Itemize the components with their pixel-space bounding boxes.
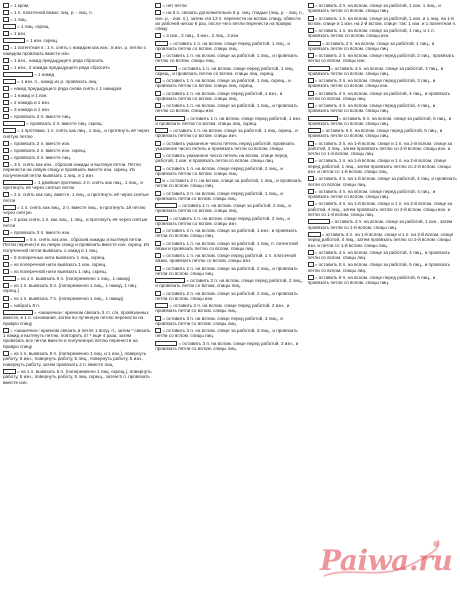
legend-entry — [155, 153, 304, 164]
legend-entry-text: = оставить 1 п. на вспом. спице перед работой, 2 лиц., и провязать петлю со вспом. спицы изн. — [155, 215, 290, 226]
legend-entry-text: = оставить 4 п. на 1-й вспом. спице за работой, 4 лиц. и провязать петли со вспом. спицы лиц. — [307, 176, 457, 187]
legend-entry-text: = 1 двойная протяжка: 2 п. снять как лиц., 1 лиц., и протянуть её через снятые петли — [3, 179, 143, 191]
chart-symbol-icon — [3, 192, 9, 197]
legend-entry — [308, 41, 457, 52]
chart-symbol-icon — [308, 78, 314, 83]
legend-entry-text: = оставить 4 п. на вспом. спице перед работой, 4 лиц., и провязать петли со вспом. спицы лиц. — [307, 188, 436, 200]
legend-entry-text: = оставить указанное число петель на вспом. спице перед работой, 1 изн. и провязать петли со вспом. спицы лиц. — [155, 153, 288, 164]
legend-entry — [3, 262, 152, 267]
legend-entry — [155, 116, 304, 127]
legend-entry-text: = 1 накид и 1 изн. — [10, 93, 48, 99]
chart-symbol-icon — [3, 162, 9, 167]
legend-entry-text: = провязать 2 п. вместе изн. скрещ. — [10, 147, 87, 153]
chart-symbol-icon — [155, 166, 161, 171]
legend-entry — [308, 189, 457, 200]
legend-entry — [308, 232, 457, 248]
legend-entry-text: = 2 п. снять как лиц. вместе, 1 лиц., и протянуть её через снятые петли — [3, 192, 149, 203]
chart-symbol-icon — [3, 121, 25, 126]
legend-entry — [155, 328, 304, 339]
legend-entry-text: = набрать 8 п. — [10, 302, 41, 308]
legend-entry — [3, 24, 152, 29]
chart-symbol-icon — [3, 79, 16, 84]
legend-entry — [3, 283, 152, 294]
legend-entry — [155, 141, 304, 152]
chart-symbol-icon — [308, 66, 330, 71]
legend-entry — [3, 296, 152, 301]
legend-entry — [3, 269, 152, 274]
legend-entry-text: = оставить 4 п. на вспом. спице за работой, 4 лиц., и провязать петли со вспом. спицы лиц. — [307, 90, 451, 101]
legend-entry-text: = 5 поперечных нити вывязать 1 лиц. скрещ. — [10, 254, 106, 260]
legend-entry-text: = оставить 4 п. на 1-й вспом. спице и 1 п. на 2-й вспом. спице за работой, 4 лиц., затем провязать петлю со 2-й вспом. спицы изн. и петли со 1-й вспом. спицы лиц. — [307, 201, 453, 218]
legend-entry — [308, 158, 457, 174]
legend-entry — [3, 237, 152, 253]
chart-symbol-icon — [155, 341, 177, 346]
legend-entry-text: = оставить 2 п. на вспом. спице за работой, 1 изн., и провязать петли со вспом. спицы лиц. — [155, 228, 298, 239]
legend-entry — [155, 91, 304, 102]
legend-entry-text: = 1 лиц. скрещ. — [17, 24, 50, 30]
chart-symbol-icon — [3, 237, 25, 242]
chart-symbol-icon — [155, 53, 161, 58]
legend-entry-text: = оставить 3 п. на вспом. спице перед работой, 3 изн., и провязать петли со вспом. спицы лиц. — [155, 340, 299, 351]
legend-entry-text: = оставить 3 п. на вспом. спице за работой, 1 изн. 1 лиц., и провязать петли со вспом. спицы лиц. — [307, 3, 441, 14]
legend-entry-text: = из поперечной нити вывязать 1 изн. скрещ. — [10, 261, 107, 267]
legend-entry — [3, 65, 152, 70]
chart-symbol-icon — [155, 41, 168, 46]
legend-entry — [155, 33, 304, 38]
legend-entry — [3, 93, 152, 98]
chart-symbol-icon — [308, 3, 314, 8]
legend-entry-text: = оставить 5 п. на вспом. спице за работой, 5 лиц., и провязать петли со вспом. спицы лиц. — [307, 262, 451, 273]
legend-entry — [3, 276, 152, 281]
watermark-text: Paiwa.ru — [320, 544, 453, 577]
chart-symbol-icon — [3, 351, 9, 356]
chart-symbol-icon — [155, 116, 185, 121]
legend-entry-text: = провязать 2 п. вместе изн. — [10, 140, 71, 146]
legend-entry-text: = оставить 2 п. на вспом. спице перед работой, 2 лиц., провязать петли со вспом. спицы изн. — [307, 53, 455, 64]
chart-symbol-icon — [3, 65, 9, 70]
legend-entry-text: = оставить 3 п. на вспом. спице за работой, 3 лиц., и провязать петли со вспом. спицы лиц. — [307, 65, 444, 76]
chart-symbol-icon — [3, 303, 9, 308]
legend-entry — [308, 219, 457, 230]
legend-entry-text: = 1 изн. п., накид из р. провязать лиц. — [17, 78, 98, 84]
chart-symbol-icon — [3, 114, 9, 119]
chart-symbol-icon — [3, 269, 9, 274]
legend-entry-text: = оставить 1 п. на вспом. спице за работой, 1 лиц. и 1 п. провязать петлю со вспом. спицы изн. — [307, 28, 435, 39]
legend-entry — [3, 255, 152, 260]
legend-column-2 — [155, 3, 304, 594]
chart-symbol-icon — [308, 28, 314, 33]
legend-entry — [3, 310, 152, 326]
legend-entry-text: = оставить 1 п. на вспом. спице перед работой, 2 лиц., и провязать петлю со вспом. спицы лиц. — [155, 165, 283, 176]
legend-entry-text: = оставить 2 п. на вспом. спице за работой, 2 лиц., и провязать петли со вспом. спицы изн. — [155, 290, 298, 301]
chart-symbol-icon — [3, 17, 9, 22]
legend-entry — [308, 176, 457, 187]
chart-symbol-icon — [155, 66, 177, 71]
legend-entry — [308, 275, 457, 286]
legend-columns — [3, 3, 457, 594]
legend-entry-text: = оставить 3 п. на вспом. спице перед работой, 3 лиц., и провязать петли со вспом. спицы лиц. — [155, 315, 283, 326]
legend-entry-text: = оставить 2 п. на вспом. спице перед работой, 2 изн., и провязать петли со вспом. спицы лиц. — [155, 303, 290, 314]
chart-symbol-icon — [155, 141, 161, 146]
chart-symbol-icon — [3, 205, 16, 210]
legend-entry — [308, 201, 457, 217]
legend-entry-text: = из 1 п. вывязать 5 п. (попеременно 1 лиц., 1 накид) — [17, 275, 131, 281]
legend-entry — [308, 53, 457, 64]
legend-entry-text: = из 1 п. вывязать 5 п. (попеременно 1 лиц., 1 накид, 1 лиц. скрещ.) — [3, 283, 138, 294]
legend-entry-text: = 1 лиц. — [10, 17, 27, 23]
chart-symbol-icon — [308, 53, 314, 58]
legend-entry — [308, 128, 457, 139]
legend-entry-text: = 1 протяжка: 1 п. снять как лиц., 1 лиц., и протянуть её через снятую петлю — [3, 128, 150, 139]
chart-symbol-icon — [155, 291, 161, 296]
chart-symbol-icon — [155, 128, 168, 133]
legend-entry-text: = 3 изн., 2 лиц., 3 изн., 2 лиц., 3 изн. — [162, 33, 240, 39]
legend-entry — [308, 103, 457, 114]
chart-symbol-icon — [3, 31, 9, 36]
chart-symbol-icon — [155, 303, 168, 308]
chart-symbol-icon — [155, 328, 161, 333]
legend-entry — [3, 351, 152, 367]
legend-entry-text: = оставить 1 п. на вспом. спице перед работой, 1 изн., и провязать петлю со вспом. спицы лиц. — [155, 90, 283, 101]
legend-entry-text: = оставить 3 п. на вспом. спице за работой, 1 изн., затем провязать петли со 1-й вспом. спицы лиц. — [307, 219, 453, 230]
legend-entry — [3, 180, 152, 191]
legend-entry — [155, 103, 304, 114]
legend-entry-text: = оставить 1 п. на вспом. спице за работой, 1 лиц. скрещ., и провязать петлю со вспом. спицы лиц. скрещ. — [155, 78, 291, 89]
legend-entry-text: = 3 п. снять как изн., сбросив накиды и вытянув петли. Петли перенести на левую спицу и провязать вместе изн. скрещ. Из полученной петли вывязать 1 лиц. и 1 изн. — [3, 161, 141, 178]
legend-entry-text: = оставить 1 п. на вспом. спице за работой, 1 лиц., и провязать петлю со вспом. спицы изн. — [155, 103, 298, 114]
legend-entry-text: = оставить 1 п. на вспом. спице перед работой, 1 лиц., и провязать петлю со вспом. спицы лиц. — [155, 40, 290, 51]
legend-entry — [3, 148, 152, 153]
legend-entry — [3, 38, 152, 43]
legend-entry — [3, 86, 152, 91]
legend-entry — [3, 155, 152, 160]
legend-entry — [308, 116, 457, 127]
legend-entry — [155, 78, 304, 89]
chart-symbol-icon — [155, 91, 161, 96]
legend-entry — [3, 72, 152, 77]
legend-entry-text: = оставить 1 п. на вспом. спице за работой, 1 лиц., и провязать петлю со вспом. спицы лиц. — [155, 53, 298, 64]
legend-entry-text: = 1 патентная п.: 1 п. снять с накидом как изн.; в изн. р. петлю с накидом провязать вместе изн. — [3, 45, 147, 56]
legend-entry-text: = провязать 2 п. вместе лиц. — [10, 114, 72, 120]
legend-entry — [155, 66, 304, 77]
chart-symbol-icon — [3, 86, 9, 91]
chart-symbol-icon — [308, 128, 321, 133]
chart-symbol-icon — [155, 278, 185, 283]
legend-entry — [3, 369, 152, 385]
chart-symbol-icon — [3, 24, 16, 29]
chart-symbol-icon — [308, 116, 338, 121]
legend-entry-text: = 1 изн. — [10, 31, 27, 37]
chart-symbol-icon — [3, 128, 16, 133]
legend-entry — [155, 228, 304, 239]
chart-symbol-icon — [3, 107, 9, 112]
legend-entry-text: = оставить 1 п. на вспом. спице за работой, 2 лиц., и провязать петлю со вспом. спицы лиц. — [155, 203, 291, 214]
site-watermark — [318, 536, 453, 584]
legend-entry — [308, 250, 457, 261]
chart-symbol-icon — [3, 3, 9, 8]
legend-entry-text: = 1 п. платочной вязки: лиц. р. - лиц. п. — [10, 10, 93, 16]
chart-symbol-icon — [3, 276, 16, 281]
legend-entry — [3, 107, 152, 112]
legend-entry — [308, 16, 457, 27]
legend-entry — [155, 241, 304, 252]
legend-entry-text: = оставить 1 п. на вспом. спице за работой, 1 лиц. скрещ., и провязать петлю со вспом. спицы изн. — [155, 128, 298, 139]
chart-symbol-icon — [3, 148, 9, 153]
chart-symbol-icon — [155, 241, 161, 246]
chart-symbol-icon — [308, 141, 314, 146]
chart-symbol-icon — [155, 178, 161, 183]
legend-entry-text: = оставить 3 п. на вспом. спице перед работой, 3 лиц., и провязать петли со вспом. спицы изн. — [307, 78, 436, 89]
legend-entry-text: = 1 изн., 2 накида предыдущего ряда сбросить — [10, 64, 110, 70]
legend-entry-text: = 1 изн. скрещ. — [26, 38, 59, 44]
legend-entry — [3, 121, 152, 126]
legend-entry — [155, 216, 304, 227]
legend-entry-text: = 3 накида и 1 изн. — [10, 107, 51, 113]
chart-symbol-icon — [308, 262, 314, 267]
legend-entry — [3, 192, 152, 203]
chart-symbol-icon — [308, 250, 314, 255]
chart-symbol-icon — [3, 10, 9, 15]
legend-entry-text: = 2 накида и 1 изн. — [10, 100, 51, 106]
legend-entry — [3, 58, 152, 63]
chart-symbol-icon — [3, 58, 9, 63]
legend-entry-text: = 1 кром. — [10, 3, 30, 8]
legend-entry-text: = оставить 2 п. на вспом. спице за работой, 1 лиц., и провязать петли со вспом. спицы лиц. — [307, 40, 435, 51]
legend-entry — [155, 178, 304, 189]
chart-symbol-icon — [3, 262, 9, 267]
legend-entry — [155, 166, 304, 177]
legend-entry-text: = оставить 1 п. на вспом. спице за работой, 1 изн. и 1 лиц. на 1-й вспом. спице и 1 изн. на 2-й вспом. спице: так: 1 изн. и 1 патентная п. — [307, 15, 457, 26]
chart-symbol-icon — [155, 216, 168, 221]
legend-entry — [308, 28, 457, 39]
chart-symbol-icon — [3, 217, 9, 222]
legend-entry — [3, 3, 152, 8]
legend-entry — [155, 253, 304, 264]
legend-entry — [3, 328, 152, 350]
legend-entry — [155, 291, 304, 302]
chart-symbol-icon — [155, 316, 161, 321]
chart-symbol-icon — [155, 10, 161, 15]
chart-symbol-icon — [308, 275, 314, 280]
legend-column-1 — [3, 3, 152, 594]
legend-entry — [155, 278, 304, 289]
legend-entry-text: = «шишечка»: крючком связать 5 ст. с/н, провязанных вместе, в 1 п. основания, затем по-лученную петлю перенести на правую спицу — [3, 309, 149, 326]
legend-entry — [155, 316, 304, 327]
legend-entry — [155, 341, 304, 352]
legend-entry-text: = 1 изн., накид предыдущего ряда сбросить — [10, 57, 104, 63]
legend-entry-text: = на 6 п. связать дополнительно 6 р. лиц. гладью (лиц. р. - лиц. п., изн. р. - изн. п.), затем эти 13 п. перенести на вспом. спицу, обвести их рабочей нитью 6 раз, после чего петли перенести на правую спицу — [155, 10, 305, 32]
chart-symbol-icon — [3, 155, 9, 160]
chart-symbol-icon — [3, 180, 33, 185]
legend-entry-text: = оставить 5 п. на вспом. спице перед работой, 5 лиц., и провязать петли со вспом. спицы лиц. — [307, 128, 443, 139]
legend-entry-text: = из 1 п. вывязать 5 п. (попеременно 1 лиц. и 1 изн.), повернуть работу, 5 изн., повернуть работу, 5 лиц., повернуть работу, 5 изн., повернуть работу, затем провязать 2 п. вместе лиц. — [3, 350, 147, 367]
legend-entry-text: = оставить 4 п. на вспом. спице за работой, 4 лиц., и провязать петли со вспом. спицы лиц. — [307, 249, 451, 261]
chart-symbol-icon — [308, 91, 314, 96]
legend-entry — [155, 303, 304, 314]
legend-entry — [155, 191, 304, 202]
legend-column-3 — [308, 3, 457, 594]
chart-symbol-icon — [308, 41, 321, 46]
legend-entry-text: = оставить 2 п. на вспом. спице перед работой, 2 лиц., и провязать петли со вспом. спицы лиц. — [155, 278, 304, 289]
chart-symbol-icon — [155, 103, 161, 108]
legend-entry — [3, 128, 152, 139]
legend-entry — [3, 31, 152, 36]
legend-entry — [308, 262, 457, 273]
chart-symbol-icon — [155, 3, 161, 8]
legend-entry-text: = 1 накид — [34, 71, 55, 77]
chart-symbol-icon — [155, 191, 161, 196]
legend-entry-text: = накид предыдущего ряда снова снять с 1 накидом — [10, 85, 122, 91]
chart-symbol-icon — [308, 219, 330, 224]
legend-entry — [3, 217, 152, 228]
legend-entry — [308, 3, 457, 14]
legend-entry-text: = оставить 4 п. на 1-й вспом. спице и 1 п. на 2-й вспом. спице перед работой, 4 лиц., затем провязать петлю со 2-й вспом. спицы изн. и петли со 1-й вспом. спицы лиц. — [307, 231, 454, 248]
legend-entry — [155, 10, 304, 32]
legend-entry-text: = оставить 4 п. на вспом. спице перед работой, 4 лиц., и провязать петли со вспом. спицы лиц. — [307, 103, 436, 114]
legend-entry — [308, 66, 457, 77]
legend-entry-text: = 2 раза снять 1 п. как лиц., 1 лиц., и протянуть её через снятые петли — [3, 217, 148, 228]
chart-symbol-icon — [3, 328, 9, 333]
legend-entry-text: = нет петли — [162, 3, 187, 8]
legend-entry-text: = 5 п. снять как изн., сбросив накиды и вытянув петли. Петли перенести на левую спицу и провязать вместе изн. скрещ. Из полученной петли вывязать 1 накид и 1 лиц. — [3, 236, 150, 253]
legend-entry — [3, 141, 152, 146]
legend-entry-text: = оставить 5 п. на вспом. спице за работой, 5 лиц., и провязать петли со вспом. спицы лиц. — [307, 115, 452, 126]
legend-entry-text: = оставить 2 п. на вспом. спице перед работой, 1 лиц., и провязать петли со вспом. спицы лиц. — [155, 190, 283, 201]
legend-entry-text: = оставить 1 п. на вспом. спице перед работой, 1 лиц. скрещ., и провязать петлю со вспом. спицы лиц. скрещ. — [155, 65, 294, 76]
chart-symbol-icon — [308, 158, 314, 163]
legend-entry-text: = провязать 2 п. вместе лиц. скрещ. — [26, 121, 103, 127]
legend-entry — [155, 128, 304, 139]
legend-entry — [308, 141, 457, 157]
legend-entry — [155, 266, 304, 277]
chart-symbol-icon — [308, 176, 314, 181]
chart-symbol-icon — [155, 33, 161, 38]
chart-symbol-icon — [155, 228, 161, 233]
chart-symbol-icon — [3, 38, 25, 43]
chart-symbol-icon — [3, 369, 16, 374]
legend-entry-text: = «шишечка»: крючком связать в петле 1 вozд. п., затем * связать 1 накид и вытянуть петлю, повторить от * ещё 4 раза, затем провязать все петли вместе и полученную петлю перенести на правую спицу — [3, 327, 151, 349]
legend-entry-text: = оставить 3 п. на вспом. спице за работой, 3 лиц., и провязать петли со вспом. спицы лиц. — [155, 328, 298, 339]
legend-entry — [3, 79, 152, 84]
legend-entry-text: = оставить указанное число петель перед работой, провязать указанное число петель и провязать петли со вспом. спицы — [155, 140, 295, 151]
legend-entry — [3, 230, 152, 235]
chart-symbol-icon — [155, 203, 177, 208]
legend-entry-text: = оставить 1 п. на вспом. спице перед работой, 1 изн., и провязать петлю со вспом. спицы лиц. скрещ. — [155, 115, 303, 126]
chart-symbol-icon — [3, 283, 9, 288]
legend-entry-text: = оставить 1 п. на вспом. спице за работой, 1 лиц. п. патентной вязки и провязать петлю со вспом. спицы лиц. — [155, 240, 298, 251]
chart-symbol-icon — [308, 16, 314, 21]
chart-symbol-icon — [3, 45, 9, 50]
legend-entry — [155, 41, 304, 52]
legend-entry-text: = 1 п. снять как лиц., 2 п. вместе лиц., и протянуть 1й петлю через снятую — [3, 204, 146, 216]
legend-entry-text: = провязать 3 п. вместе лиц. — [10, 154, 72, 160]
legend-entry-text: = провязать 3 п. вместе изн. — [10, 229, 71, 235]
legend-entry — [3, 10, 152, 15]
legend-entry — [155, 53, 304, 64]
chart-symbol-icon — [3, 93, 9, 98]
chart-symbol-icon — [3, 230, 9, 235]
legend-entry-text: = из 1 п. вывязать 7 п. (попеременно 1 лиц., 1 накид) — [10, 295, 124, 301]
legend-entry — [3, 205, 152, 216]
legend-entry — [155, 3, 304, 8]
legend-entry — [3, 114, 152, 119]
chart-symbol-icon — [3, 100, 9, 105]
legend-entry-text: = оставить 1 п. на 1-й вспом. спице и 1 п. на 2-й вспом. спице перед работой, 1 лиц., затем провязать петлю со 2-й вспом. спицы изн. и петли со 1-й вспом. спицы лиц. — [307, 158, 451, 175]
chart-symbol-icon — [308, 201, 314, 206]
chart-symbol-icon — [3, 72, 33, 77]
chart-symbol-icon — [3, 141, 9, 146]
legend-entry-text: = оставить 6 п. на вспом. спице перед работой, 6 лиц., и провязать петли со вспом. спицы лиц. — [307, 274, 436, 286]
chart-symbol-icon — [3, 296, 9, 301]
legend-entry-text: и = оставить 2 п. на вспом. спице за работой, 1 лиц., и провязать петли со вспом. спицы лиц. — [155, 178, 302, 189]
legend-entry — [308, 91, 457, 102]
legend-entry — [308, 78, 457, 89]
legend-entry-text: = оставить 3 п. на 1-й вспом. спице и 1 п. на 2-й вспом. спице за работой, 3 лиц., затем провязать петлю со 2-й вспом. спицы изн. и петли со 1-й вспом. спицы лиц. — [307, 140, 453, 157]
chart-symbol-icon — [155, 253, 161, 258]
legend-entry — [155, 203, 304, 214]
legend-entry — [3, 303, 152, 308]
chart-symbol-icon — [155, 78, 161, 83]
chart-symbol-icon — [3, 310, 33, 315]
legend-entry-text: = из 1 п. вывязать 5 п. (попеременно 1 лиц. скрещ.), повернуть работу, 5 изн., повернуть работу, 5 лиц. скрещ., затем 5 п. провязать вместе изн. — [3, 368, 152, 385]
legend-entry — [3, 45, 152, 56]
legend-entry — [3, 162, 152, 178]
chart-symbol-icon — [155, 266, 161, 271]
legend-entry-text: = оставить 1 п. на вспом. спице перед работой, 1 п. платочной вязки, провязать петлю со вспом. спицы изн. — [155, 253, 296, 264]
chart-symbol-icon — [308, 189, 314, 194]
legend-entry — [3, 100, 152, 105]
legend-entry-text: = оставить 2 п. на вспом. спице за работой, 2 лиц., и провязать петли со вспом. спицы лиц. — [155, 265, 298, 276]
chart-symbol-icon — [308, 103, 314, 108]
chart-symbol-icon — [3, 255, 9, 260]
legend-entry — [3, 17, 152, 22]
legend-entry-text: = из поперечной нити вывязать 1 лиц. скрещ. — [10, 268, 108, 274]
